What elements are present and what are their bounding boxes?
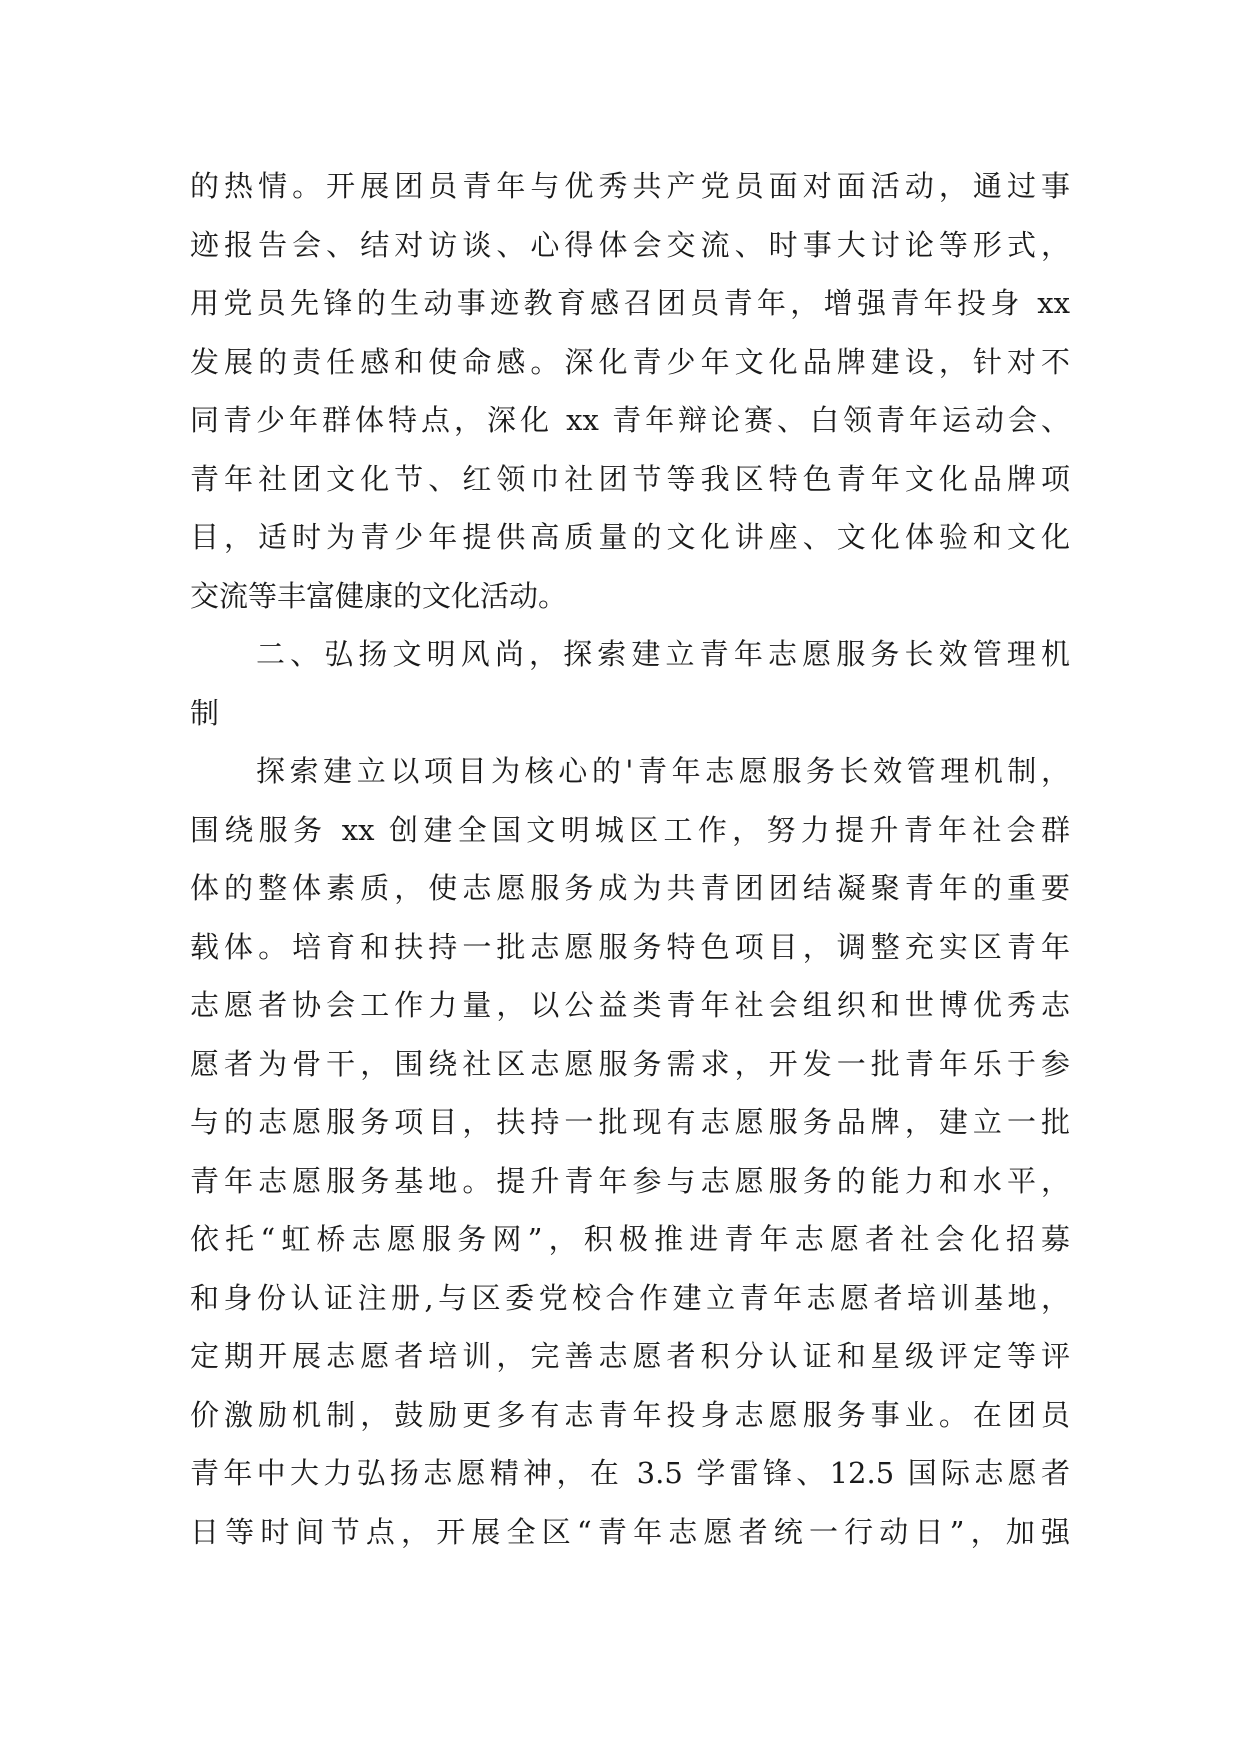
text-line: 同青少年群体特点，深化 xx 青年辩论赛、白领青年运动会、	[190, 403, 1070, 437]
text-line: 价激励机制，鼓励更多有志青年投身志愿服务事业。在团员	[190, 1397, 1070, 1432]
section-heading-continued: 制	[190, 695, 220, 730]
section-heading: 二、弘扬文明风尚，探索建立青年志愿服务长效管理机	[256, 637, 1070, 671]
text-line: 青年中大力弘扬志愿精神，在 3.5 学雷锋、12.5 国际志愿者	[190, 1456, 1070, 1490]
text-line: 载体。培育和扶持一批志愿服务特色项目，调整充实区青年	[190, 929, 1070, 964]
text-line: 围绕服务 xx 创建全国文明城区工作，努力提升青年社会群	[190, 812, 1070, 847]
text-line: 依托“虹桥志愿服务网”，积极推进青年志愿者社会化招募	[190, 1222, 1070, 1256]
text-line: 迹报告会、结对访谈、心得体会交流、时事大讨论等形式，	[190, 227, 1070, 262]
text-line: 发展的责任感和使命感。深化青少年文化品牌建设，针对不	[190, 344, 1070, 379]
text-line: 青年社团文化节、红领巾社团节等我区特色青年文化品牌项	[190, 461, 1070, 496]
text-line: 用党员先锋的生动事迹教育感召团员青年，增强青年投身 xx	[190, 286, 1070, 320]
text-line: 的热情。开展团员青年与优秀共产党员面对面活动，通过事	[190, 169, 1070, 203]
text-line: 体的整体素质，使志愿服务成为共青团团结凝聚青年的重要	[190, 871, 1070, 905]
text-line: 目，适时为青少年提供高质量的文化讲座、文化体验和文化	[190, 520, 1070, 554]
text-line: 与的志愿服务项目，扶持一批现有志愿服务品牌，建立一批	[190, 1105, 1070, 1139]
text-line: 志愿者协会工作力量，以公益类青年社会组织和世博优秀志	[190, 988, 1070, 1022]
text-line: 定期开展志愿者培训，完善志愿者积分认证和星级评定等评	[190, 1339, 1070, 1373]
text-line: 日等时间节点，开展全区“青年志愿者统一行动日”，加强	[190, 1514, 1070, 1549]
text-line: 愿者为骨干，围绕社区志愿服务需求，开发一批青年乐于参	[190, 1046, 1070, 1081]
text-line: 探索建立以项目为核心的'青年志愿服务长效管理机制，	[256, 754, 1070, 788]
text-line: 青年志愿服务基地。提升青年参与志愿服务的能力和水平，	[190, 1163, 1070, 1198]
body-text	[190, 157, 1070, 1561]
text-line: 和身份认证注册,与区委党校合作建立青年志愿者培训基地，	[190, 1280, 1070, 1315]
text-line: 交流等丰富健康的文化活动。	[190, 578, 568, 613]
